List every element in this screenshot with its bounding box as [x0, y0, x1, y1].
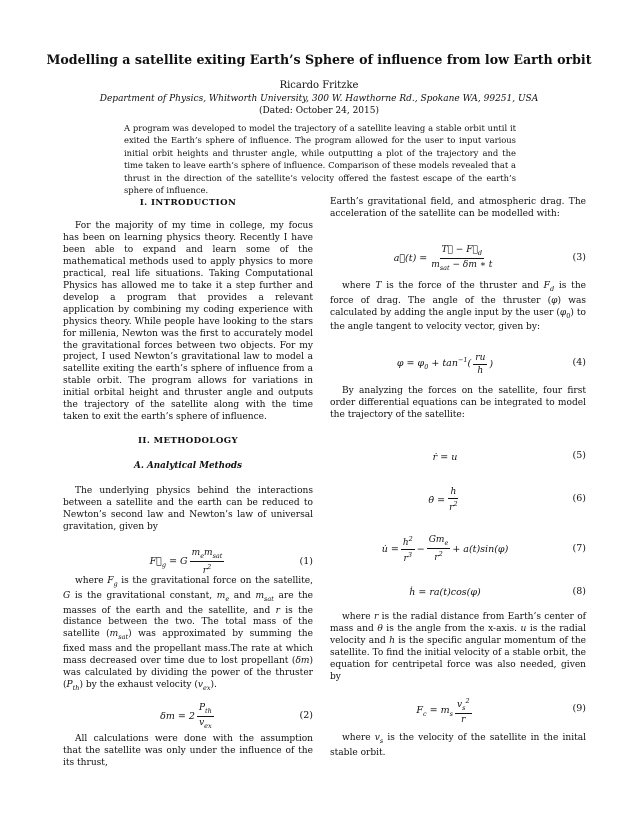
- equation-6: θ̇ = $\frac{h}{r^2}$: [428, 487, 458, 513]
- equation-8: ḣ = ra(t)cos(φ): [409, 586, 481, 598]
- equation-6-number: (6): [572, 493, 586, 504]
- method-text: [63, 486, 313, 534]
- method-paragraph: The underlying physics behind the interactions between a satellite and the earth can be reduced to Newton’s second law and Newton’s law of universal gravitation, given by: [63, 486, 313, 532]
- after-eq4-paragraph: By analyzing the forces on the satellite, four first order differential equations can be integrated to model the trajectory of the satellite:: [330, 386, 586, 420]
- equation-5-number: (5): [572, 450, 586, 461]
- equation-4: $\varphi = \varphi_0 + \tan^{-1}$( $\frac{ru}{h}$ ): [396, 352, 494, 376]
- analytical-methods-heading: A. Analytical Methods: [134, 461, 242, 471]
- equation-3-number: (3): [572, 252, 586, 263]
- intro-paragraph: For the majority of my time in college, my focus has been on learning physics theory. Recently I have been able to expand and learn some of the mathematical methods used to apply physics to more practical, real life situations. Taking Computational Physics has allowed me to take it a step further and develop a program that provides a relevant application by combining my coding experience with physics theory. While people have looking to the stars for millenia, Newton was the first to accurately model the gravitational forces between two objects. For my project, I used Newton’s gravitational law to model a satellite exiting the earth’s sphere of influence from a stable orbit. The program allows for variations in initial orbital height and thruster angle and outputs the trajectory of the satellite along with the time taken to exit the earth’s sphere of influence.: [63, 221, 313, 423]
- intro-text: [63, 221, 313, 424]
- abstract: A program was developed to model the trajectory of a satellite leaving a stable orbit until it exited the Earth’s sphere of influence. The program allowed for the user to input various initial orbit heights and thruster angle, while outputting a plot of the trajectory and the time taken to leave earth’s sphere of influence. Comparison of these models revealed that a thrust in the direction of the satellite’s velocity offered the fastest escape of the earth’s sphere of influence.: [124, 123, 516, 196]
- equation-7-number: (7): [572, 543, 586, 554]
- equation-9-number: (9): [572, 703, 586, 714]
- equation-9: $F_c = m_s$ $\frac{v_s^2}{r}$: [416, 697, 470, 725]
- after-eq2-text: [63, 734, 313, 770]
- right-intro-paragraph: Earth’s gravitational field, and atmospheric drag. The acceleration of the satellite can be modelled with:: [330, 197, 586, 219]
- right-intro-text: [330, 197, 586, 221]
- paper-title: Modelling a satellite exiting Earth’s Sphere of influence from low Earth orbit: [46, 52, 592, 67]
- equation-7: u̇ = $\frac{h^2}{r^3}$ − $\frac{Gm_e}{r^2}$ + a(t)sin(φ): [381, 534, 509, 564]
- after-eq3-paragraph: where T is the force of the thruster and $F_d$ is the force of drag. The angle of the thruster (φ) was calculated by adding the angle input by the user $(\varphi_0)$ to the angle tangent to velocity vector, given by:: [330, 281, 587, 333]
- equation-5: ṙ = u: [432, 451, 458, 463]
- after-eq8-text: [330, 612, 586, 684]
- author-name: Ricardo Fritzke: [279, 80, 359, 91]
- after-eq9-paragraph: where $v_s$ is the velocity of the satellite in the inital stable orbit.: [330, 733, 587, 758]
- after-eq2-paragraph: All calculations were done with the assumption that the satellite was only under the influence of the its thrust,: [63, 734, 313, 768]
- after-eq9-text: [330, 733, 586, 760]
- equation-1-number: (1): [299, 556, 313, 567]
- after-eq1-paragraph: where $F_g$ is the gravitational force on the satellite, G is the gravitational constant, $m_e$ and $m_{sat}$ are the masses of the earth and the satellite, and r is the distance between the two. The total mass of the satellite $(m_{sat})$ was approximated by summing the fixed mass and the propellant mass.The rate at which mass decreased over time due to lost propellant (δm) was calculated by dividing the power of the thruster $(P_{th})$ by the exhaust velocity $(v_{ex})$.: [63, 576, 314, 692]
- equation-3: a⃗(t) = $\frac{T⃗ - F⃗_d}{m_{sat} - \delta m ∗ t}$: [393, 244, 493, 272]
- after-eq3-text: [330, 281, 586, 334]
- equation-4-number: (4): [572, 357, 586, 368]
- date-line: (Dated: October 24, 2015): [259, 106, 379, 116]
- methodology-heading: II. METHODOLOGY: [137, 436, 239, 446]
- after-eq4-text: [330, 386, 586, 422]
- affiliation: Department of Physics, Whitworth University, 300 W. Hawthorne Rd., Spokane WA, 99251, USA: [99, 94, 539, 104]
- after-eq1-text: [63, 576, 313, 695]
- equation-8-number: (8): [572, 586, 586, 597]
- equation-1: $F⃗_g = G$ $\frac{m_em_{sat}}{r^2}$: [149, 548, 223, 576]
- after-eq8-paragraph: where r is the radial distance from Earth’s center of mass and θ is the angle from the x-axis. u is the radial velocity and h is the specific angular momentum of the satellite. To find the initial velocity of a stable orbit, the equation for centripetal force was also needed, given by: [330, 612, 586, 682]
- equation-2-number: (2): [299, 710, 313, 721]
- intro-heading: I. INTRODUCTION: [139, 198, 237, 208]
- equation-2: δm = 2 $\frac{P_{th}}{v_{ex}}$: [160, 702, 212, 730]
